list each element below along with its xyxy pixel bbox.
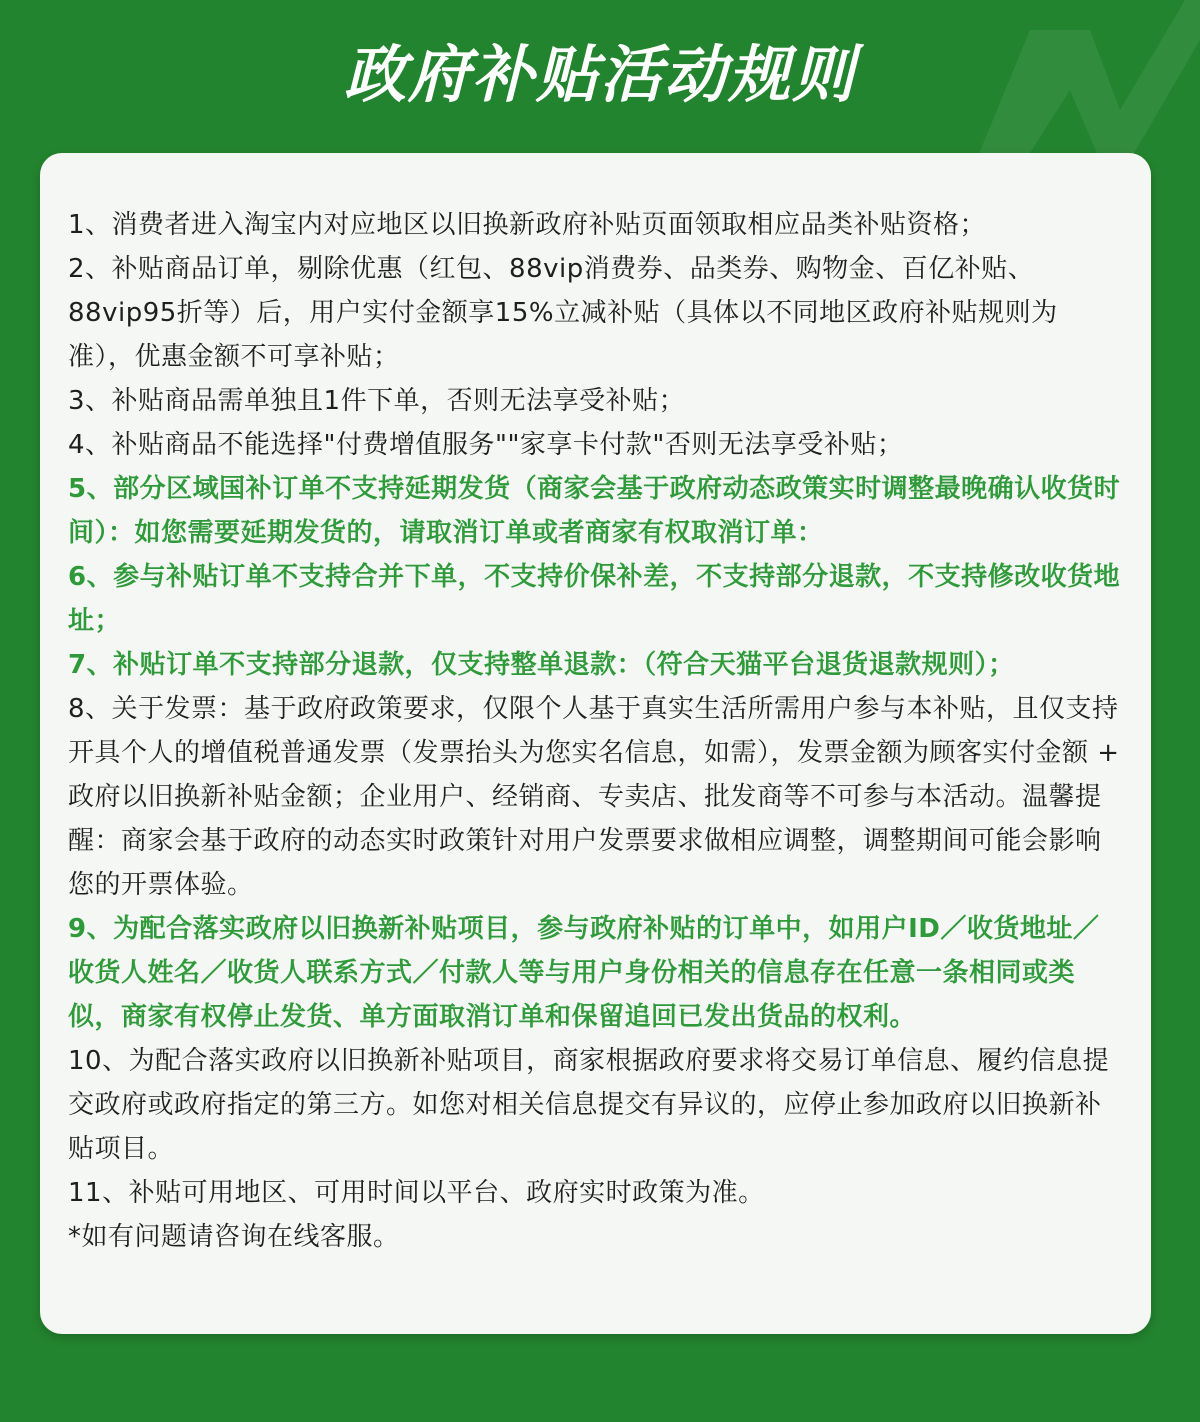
rule-item-8: 8、关于发票：基于政府政策要求，仅限个人基于真实生活所需用户参与本补贴，且仅支持开具个人的增值税普通发票（发票抬头为您实名信息，如需），发票金额为顾客实付金额 + 政府以旧换新补贴金额；企业用户、经销商、专卖店、批发商等不可参与本活动。温馨提醒：商家会基于政府的动态实时政策针对用户发票要求做相应调整，调整期间可能会影响您的开票体验。 (68, 694, 1120, 900)
rule-item-4: 4、补贴商品不能选择"付费增值服务""家享卡付款"否则无法享受补贴； (68, 430, 904, 460)
rule-item-5: 5、部分区域国补订单不支持延期发货（商家会基于政府动态政策实时调整最晚确认收货时间）：如您需要延期发货的，请取消订单或者商家有权取消订单： (68, 474, 1121, 548)
rule-item-2: 2、补贴商品订单，剔除优惠（红包、88vip消费券、品类券、购物金、百亿补贴、88vip95折等）后，用户实付金额享15%立减补贴（具体以不同地区政府补贴规则为准），优惠金额不可享补贴； (68, 254, 1058, 372)
rule-item-3: 3、补贴商品需单独且1件下单，否则无法享受补贴； (68, 386, 686, 416)
rule-item-6: 6、参与补贴订单不支持合并下单，不支持价保补差，不支持部分退款，不支持修改收货地址； (68, 562, 1121, 636)
rules-card (40, 153, 1151, 1334)
rule-item-9: 9、为配合落实政府以旧换新补贴项目，参与政府补贴的订单中，如用户ID／收货地址／收货人姓名／收货人联系方式／付款人等与用户身份相关的信息存在任意一条相同或类似，商家有权停止发货、单方面取消订单和保留追回已发出货品的权利。 (68, 914, 1100, 1032)
page-title: 政府补贴活动规则 (343, 38, 856, 111)
rule-item-1: 1、消费者进入淘宝内对应地区以旧换新政府补贴页面领取相应品类补贴资格； (68, 210, 987, 240)
rules-list (68, 203, 1123, 1259)
rule-item-11: 11、补贴可用地区、可用时间以平台、政府实时政策为准。 (68, 1178, 765, 1208)
rule-item-10: 10、为配合落实政府以旧换新补贴项目，商家根据政府要求将交易订单信息、履约信息提交政府或政府指定的第三方。如您对相关信息提交有异议的，应停止参加政府以旧换新补贴项目。 (68, 1046, 1110, 1164)
customer-service-note: *如有问题请咨询在线客服。 (68, 1222, 400, 1252)
rule-item-7: 7、补贴订单不支持部分退款，仅支持整单退款：（符合天猫平台退货退款规则）； (68, 650, 1015, 680)
